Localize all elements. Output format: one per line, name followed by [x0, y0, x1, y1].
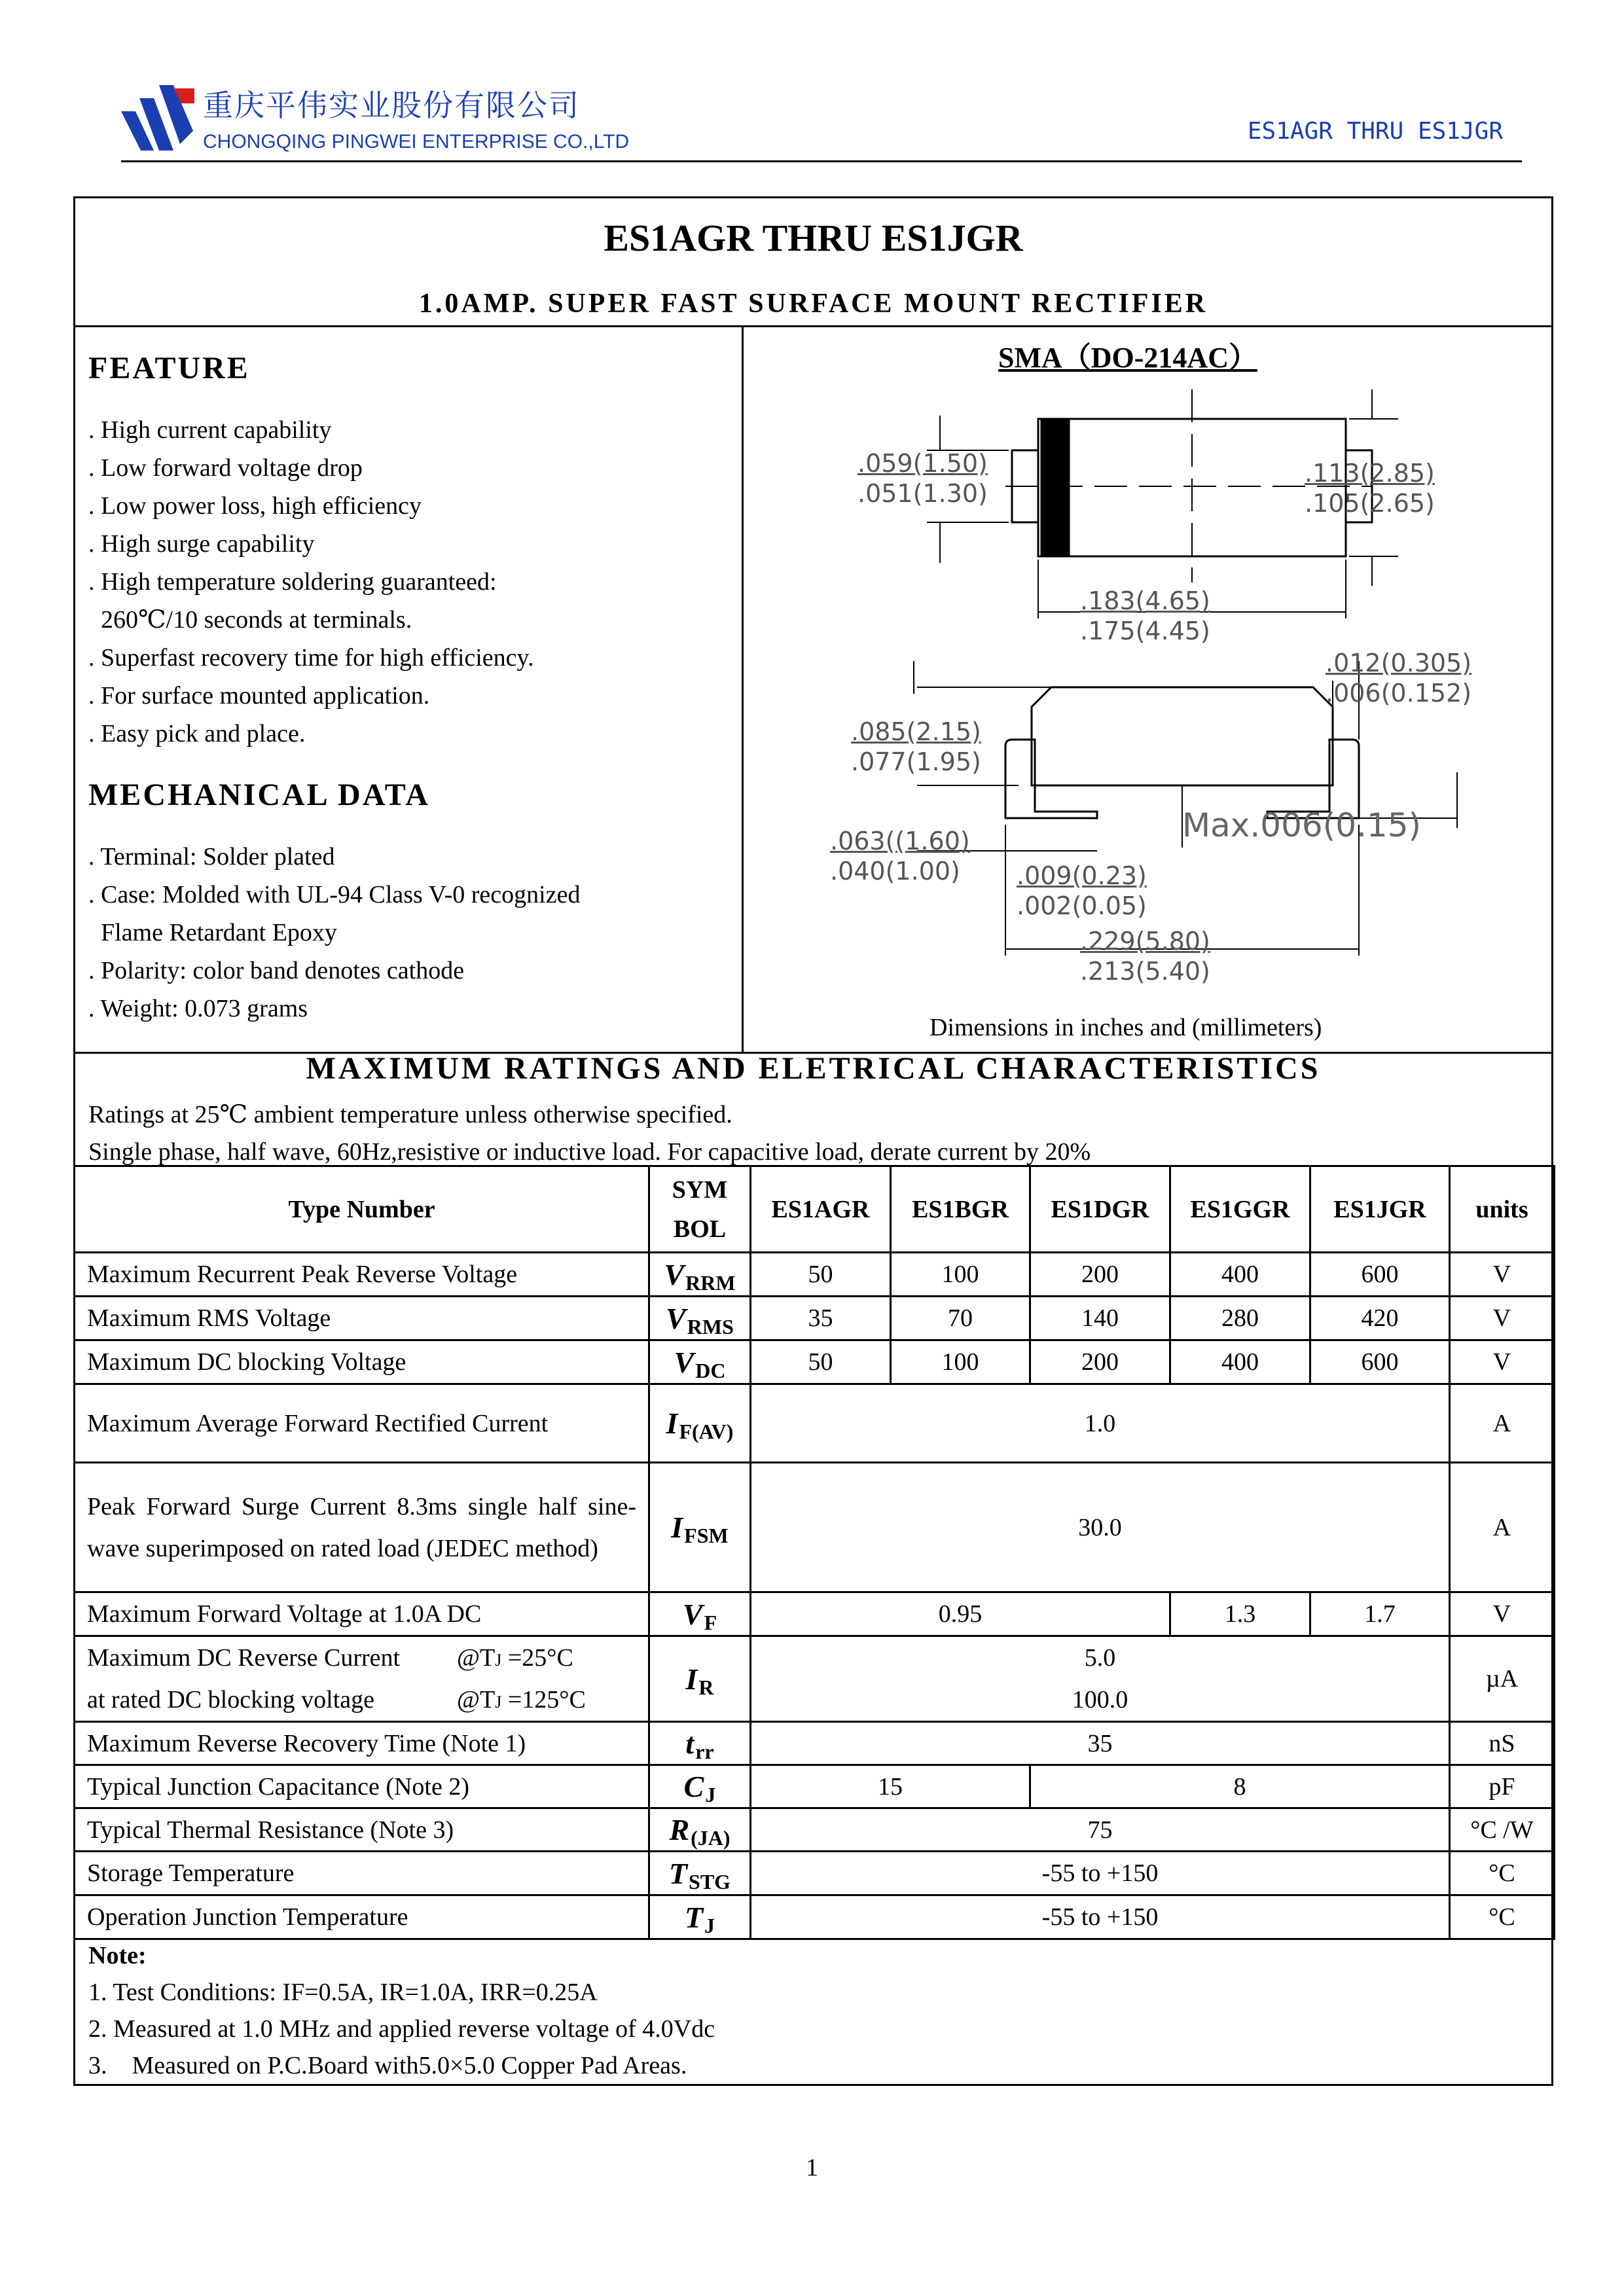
mechanical-item: . Polarity: color band denotes cathode [88, 957, 465, 984]
param-symbol: R(JA) [649, 1808, 751, 1852]
table-row [75, 1895, 1555, 1939]
value-cell: 5.0 100.0 [751, 1636, 1450, 1722]
ratings-table [73, 1165, 1555, 1940]
unit-cell: °C /W [1450, 1808, 1555, 1852]
header-symbol: SYM BOL [649, 1166, 751, 1253]
dim-lead-thickness: .012(0.305) .006(0.152) [1326, 649, 1472, 708]
side-view-lead-left [1005, 740, 1097, 818]
table-row [75, 1340, 1555, 1384]
note-1: 1. Test Conditions: IF=0.5A, IR=1.0A, IRR=0.25A [88, 1979, 598, 2006]
param-symbol: VRMS [649, 1297, 751, 1340]
table-row [75, 1852, 1555, 1895]
dim-overall-length: .229(5.80) .213(5.40) [1080, 927, 1210, 986]
title-divider [73, 325, 1553, 327]
value-cell: 280 [1170, 1297, 1310, 1340]
feature-item: . High temperature soldering guaranteed: [88, 568, 497, 596]
table-row [75, 1297, 1555, 1340]
mechanical-item: . Weight: 0.073 grams [88, 995, 308, 1022]
table-row [75, 1722, 1555, 1765]
table-row [75, 1765, 1555, 1808]
feature-item: . Low power loss, high efficiency [88, 492, 422, 520]
value-cell: 600 [1310, 1253, 1450, 1297]
param-desc: Maximum DC blocking Voltage [75, 1340, 649, 1384]
dim-body-length: .183(4.65) .175(4.45) [1080, 586, 1210, 645]
feature-item: . High current capability [88, 416, 332, 444]
mechanical-heading: MECHANICAL DATA [88, 778, 430, 812]
feature-list [88, 411, 534, 753]
value-cell: 50 [751, 1340, 891, 1384]
param-desc: Storage Temperature [75, 1852, 649, 1895]
table-row [75, 1636, 1555, 1722]
value-cell: 1.0 [751, 1384, 1450, 1463]
value-cell: 420 [1310, 1297, 1450, 1340]
unit-cell: V [1450, 1592, 1555, 1636]
note-2: 2. Measured at 1.0 MHz and applied reverse voltage of 4.0Vdc [88, 2015, 715, 2043]
value-cell: 400 [1170, 1340, 1310, 1384]
unit-cell: nS [1450, 1722, 1555, 1765]
value-cell: 200 [1030, 1253, 1170, 1297]
unit-cell: °C [1450, 1852, 1555, 1895]
param-desc: Maximum RMS Voltage [75, 1297, 649, 1340]
mechanical-item: . Case: Molded with UL-94 Class V-0 recognized [88, 881, 581, 908]
feature-item: . Low forward voltage drop [88, 454, 363, 482]
dim-lead-length: .063((1.60) .040(1.00) [830, 827, 970, 886]
value-cell: 140 [1030, 1297, 1170, 1340]
value-cell: 400 [1170, 1253, 1310, 1297]
value-cell: 35 [751, 1297, 891, 1340]
unit-cell: V [1450, 1253, 1555, 1297]
param-symbol: TSTG [649, 1852, 751, 1895]
feature-heading: FEATURE [88, 351, 250, 386]
param-desc: Typical Thermal Resistance (Note 3) [75, 1808, 649, 1852]
ratings-title: MAXIMUM RATINGS AND ELETRICAL CHARACTERISTICS [306, 1051, 1321, 1086]
param-symbol: IFSM [649, 1463, 751, 1592]
feature-item: . Superfast recovery time for high efficiency. [88, 644, 534, 672]
param-symbol: CJ [649, 1765, 751, 1808]
param-symbol: trr [649, 1722, 751, 1765]
value-cell: 200 [1030, 1340, 1170, 1384]
value-cell: 70 [891, 1297, 1030, 1340]
value-cell: 15 [751, 1765, 1030, 1808]
param-desc: Peak Forward Surge Current 8.3ms single half sine- wave superimposed on rated load (JEDEC method) [75, 1463, 649, 1592]
notes-heading: Note: [88, 1942, 147, 1969]
cathode-band [1041, 419, 1069, 556]
table-header-row [75, 1166, 1555, 1253]
unit-cell: A [1450, 1384, 1555, 1463]
company-name-en: CHONGQING PINGWEI ENTERPRISE CO.,LTD [203, 131, 630, 152]
param-desc: Typical Junction Capacitance (Note 2) [75, 1765, 649, 1808]
header-units: units [1450, 1166, 1555, 1253]
dim-body-height: .113(2.85) .105(2.65) [1305, 459, 1435, 518]
value-cell: 35 [751, 1722, 1450, 1765]
table-row [75, 1253, 1555, 1297]
param-desc: Maximum DC Reverse Current @TJ =25°C at rated DC blocking voltage @TJ =125°C [75, 1636, 649, 1722]
param-symbol: VF [649, 1592, 751, 1636]
header-type-number: Type Number [75, 1166, 649, 1253]
param-desc: Operation Junction Temperature [75, 1895, 649, 1939]
param-symbol: VDC [649, 1340, 751, 1384]
param-desc: Maximum Recurrent Peak Reverse Voltage [75, 1253, 649, 1297]
table-row [75, 1384, 1555, 1463]
package-title: SMA（DO-214AC） [998, 342, 1257, 374]
unit-cell: pF [1450, 1765, 1555, 1808]
param-desc: Maximum Average Forward Rectified Current [75, 1384, 649, 1463]
header-es1jgr: ES1JGR [1310, 1166, 1450, 1253]
value-cell: 0.95 [751, 1592, 1170, 1636]
dim-body-thickness: .085(2.15) .077(1.95) [851, 717, 981, 776]
dim-max-coplanarity: Max.006(0.15) [1182, 806, 1422, 844]
value-cell: 600 [1310, 1340, 1450, 1384]
ratings-condition-2: Single phase, half wave, 60Hz,resistive or inductive load. For capacitive load, derate current by 20% [88, 1138, 1091, 1166]
value-cell: 100 [891, 1340, 1030, 1384]
header-es1dgr: ES1DGR [1030, 1166, 1170, 1253]
page-title: ES1AGR THRU ES1JGR [604, 217, 1023, 259]
value-cell: 30.0 [751, 1463, 1450, 1592]
value-cell: 100 [891, 1253, 1030, 1297]
table-row [75, 1808, 1555, 1852]
notes-block [88, 1937, 715, 2084]
param-symbol: TJ [649, 1895, 751, 1939]
table-row [75, 1592, 1555, 1636]
mechanical-item: Flame Retardant Epoxy [88, 919, 337, 946]
feature-item: 260℃/10 seconds at terminals. [88, 606, 412, 634]
mechanical-list [88, 838, 580, 1028]
note-3: 3. Measured on P.C.Board with5.0×5.0 Copper Pad Areas. [88, 2052, 687, 2079]
param-desc: Maximum Forward Voltage at 1.0A DC [75, 1592, 649, 1636]
page-number: 1 [806, 2154, 818, 2181]
value-cell: 50 [751, 1253, 891, 1297]
unit-cell: V [1450, 1340, 1555, 1384]
dim-lead-height: .059(1.50) .051(1.30) [857, 449, 988, 508]
dim-standoff: .009(0.23) .002(0.05) [1017, 861, 1147, 920]
unit-cell: V [1450, 1297, 1555, 1340]
feature-item: . High surge capability [88, 530, 315, 558]
unit-cell: °C [1450, 1895, 1555, 1939]
ratings-condition-1: Ratings at 25℃ ambient temperature unless otherwise specified. [88, 1101, 732, 1128]
value-cell: 8 [1030, 1765, 1450, 1808]
param-desc: Maximum Reverse Recovery Time (Note 1) [75, 1722, 649, 1765]
param-symbol: VRRM [649, 1253, 751, 1297]
value-cell: -55 to +150 [751, 1895, 1450, 1939]
header-es1bgr: ES1BGR [891, 1166, 1030, 1253]
feature-item: . Easy pick and place. [88, 720, 306, 747]
value-cell: -55 to +150 [751, 1852, 1450, 1895]
header-part-range: ES1AGR THRU ES1JGR [1247, 118, 1503, 145]
company-name-cn: 重庆平伟实业股份有限公司 [203, 88, 580, 123]
dimensions-note: Dimensions in inches and (millimeters) [929, 1014, 1322, 1041]
unit-cell: µA [1450, 1636, 1555, 1722]
header-es1agr: ES1AGR [751, 1166, 891, 1253]
value-cell: 1.3 [1170, 1592, 1310, 1636]
side-view-body [1032, 687, 1333, 785]
param-symbol: IF(AV) [649, 1384, 751, 1463]
feature-item: . For surface mounted application. [88, 682, 430, 709]
table-row [75, 1463, 1555, 1592]
mechanical-item: . Terminal: Solder plated [88, 843, 335, 870]
header-divider [121, 160, 1522, 162]
header-es1ggr: ES1GGR [1170, 1166, 1310, 1253]
unit-cell: A [1450, 1463, 1555, 1592]
value-cell: 1.7 [1310, 1592, 1450, 1636]
param-symbol: IR [649, 1636, 751, 1722]
page-subtitle: 1.0AMP. SUPER FAST SURFACE MOUNT RECTIFIER [418, 289, 1208, 319]
company-logo [121, 85, 196, 154]
value-cell: 75 [751, 1808, 1450, 1852]
